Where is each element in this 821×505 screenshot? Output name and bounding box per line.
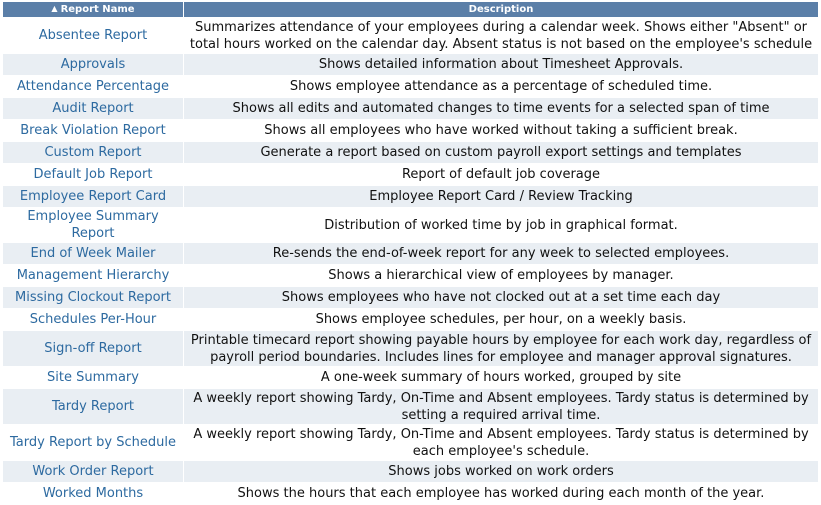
report-link[interactable]: Management Hierarchy bbox=[16, 268, 170, 283]
report-link[interactable]: Sign-off Report bbox=[44, 341, 142, 356]
report-link[interactable]: Break Violation Report bbox=[20, 123, 166, 138]
report-description-cell: A weekly report showing Tardy, On-Time and Absent employees. Tardy status is determined by setting a required arrival time. bbox=[184, 389, 818, 424]
column-header-report-name[interactable] bbox=[3, 2, 183, 17]
table-row bbox=[3, 425, 818, 460]
report-link[interactable]: End of Week Mailer bbox=[30, 246, 156, 261]
report-description-cell: Summarizes attendance of your employees during a calendar week. Shows either "Absent" or total hours worked on the calendar day. Absent status is not based on the employee's schedule bbox=[184, 18, 818, 53]
report-link[interactable]: Approvals bbox=[60, 57, 126, 72]
report-link[interactable]: Schedules Per-Hour bbox=[29, 312, 157, 327]
report-link[interactable]: Default Job Report bbox=[33, 167, 153, 182]
table-row bbox=[3, 309, 818, 330]
table-row bbox=[3, 54, 818, 75]
report-link[interactable]: Work Order Report bbox=[32, 464, 154, 479]
report-name-cell bbox=[3, 287, 183, 308]
table-row bbox=[3, 265, 818, 286]
report-name-cell bbox=[3, 367, 183, 388]
reports-table bbox=[2, 1, 819, 505]
report-name-cell bbox=[3, 389, 183, 424]
report-name-cell bbox=[3, 186, 183, 207]
report-description-cell: Generate a report based on custom payroll export settings and templates bbox=[184, 142, 818, 163]
report-name-cell bbox=[3, 76, 183, 97]
report-link[interactable]: Custom Report bbox=[44, 145, 142, 160]
report-link[interactable]: Audit Report bbox=[52, 101, 134, 116]
report-description-cell: Shows all edits and automated changes to time events for a selected span of time bbox=[184, 98, 818, 119]
table-row bbox=[3, 76, 818, 97]
report-name-cell bbox=[3, 265, 183, 286]
report-name-cell bbox=[3, 98, 183, 119]
report-description-cell: Employee Report Card / Review Tracking bbox=[184, 186, 818, 207]
table-header-row bbox=[3, 2, 818, 17]
report-name-cell bbox=[3, 425, 183, 460]
report-description-cell: Printable timecard report showing payable hours by employee for each work day, regardless of payroll period boundaries. Includes lines for employee and manager approval signatures. bbox=[184, 331, 818, 366]
report-name-cell bbox=[3, 483, 183, 504]
report-name-cell bbox=[3, 142, 183, 163]
report-description-cell: Report of default job coverage bbox=[184, 164, 818, 185]
report-description-cell: A weekly report showing Tardy, On-Time and Absent employees. Tardy status is determined by each employee's schedule. bbox=[184, 425, 818, 460]
table-row bbox=[3, 18, 818, 53]
table-row bbox=[3, 461, 818, 482]
report-name-cell bbox=[3, 208, 183, 242]
sort-ascending-icon: ▲ bbox=[51, 4, 58, 13]
reports-table-body bbox=[3, 18, 818, 504]
report-name-cell bbox=[3, 164, 183, 185]
report-link[interactable]: Tardy Report bbox=[51, 399, 135, 414]
table-row bbox=[3, 243, 818, 264]
table-row bbox=[3, 287, 818, 308]
table-row bbox=[3, 331, 818, 366]
report-description-cell: Shows the hours that each employee has worked during each month of the year. bbox=[184, 483, 818, 504]
column-header-description[interactable] bbox=[184, 2, 818, 17]
table-row bbox=[3, 208, 818, 242]
table-row bbox=[3, 120, 818, 141]
report-link[interactable]: Tardy Report by Schedule bbox=[10, 435, 176, 450]
report-name-cell bbox=[3, 243, 183, 264]
report-link[interactable]: Site Summary bbox=[47, 370, 139, 385]
report-link[interactable]: Employee Report Card bbox=[19, 189, 167, 204]
report-name-cell bbox=[3, 461, 183, 482]
report-description-cell: Shows detailed information about Timesheet Approvals. bbox=[184, 54, 818, 75]
table-row bbox=[3, 98, 818, 119]
table-row bbox=[3, 186, 818, 207]
table-row bbox=[3, 367, 818, 388]
table-row bbox=[3, 483, 818, 504]
report-name-cell bbox=[3, 309, 183, 330]
description-header-label: Description bbox=[468, 3, 534, 15]
report-description-cell: Re-sends the end-of-week report for any week to selected employees. bbox=[184, 243, 818, 264]
report-description-cell: Shows employees who have not clocked out at a set time each day bbox=[184, 287, 818, 308]
report-link[interactable]: Absentee Report bbox=[38, 28, 148, 43]
report-name-cell bbox=[3, 18, 183, 53]
report-name-header-label: Report Name bbox=[60, 4, 135, 15]
report-description-cell: Distribution of worked time by job in graphical format. bbox=[184, 208, 818, 242]
report-link[interactable]: Attendance Percentage bbox=[17, 79, 169, 94]
report-description-cell: Shows a hierarchical view of employees by manager. bbox=[184, 265, 818, 286]
report-description-cell: A one-week summary of hours worked, grouped by site bbox=[184, 367, 818, 388]
report-description-cell: Shows jobs worked on work orders bbox=[184, 461, 818, 482]
report-link[interactable]: Employee Summary Report bbox=[27, 209, 159, 241]
report-link[interactable]: Worked Months bbox=[42, 486, 144, 501]
report-name-cell bbox=[3, 120, 183, 141]
table-row bbox=[3, 164, 818, 185]
report-description-cell: Shows all employees who have worked without taking a sufficient break. bbox=[184, 120, 818, 141]
report-description-cell: Shows employee schedules, per hour, on a weekly basis. bbox=[184, 309, 818, 330]
report-name-cell bbox=[3, 54, 183, 75]
table-row bbox=[3, 142, 818, 163]
table-row bbox=[3, 389, 818, 424]
report-description-cell: Shows employee attendance as a percentage of scheduled time. bbox=[184, 76, 818, 97]
report-name-cell bbox=[3, 331, 183, 366]
report-link[interactable]: Missing Clockout Report bbox=[15, 290, 171, 305]
